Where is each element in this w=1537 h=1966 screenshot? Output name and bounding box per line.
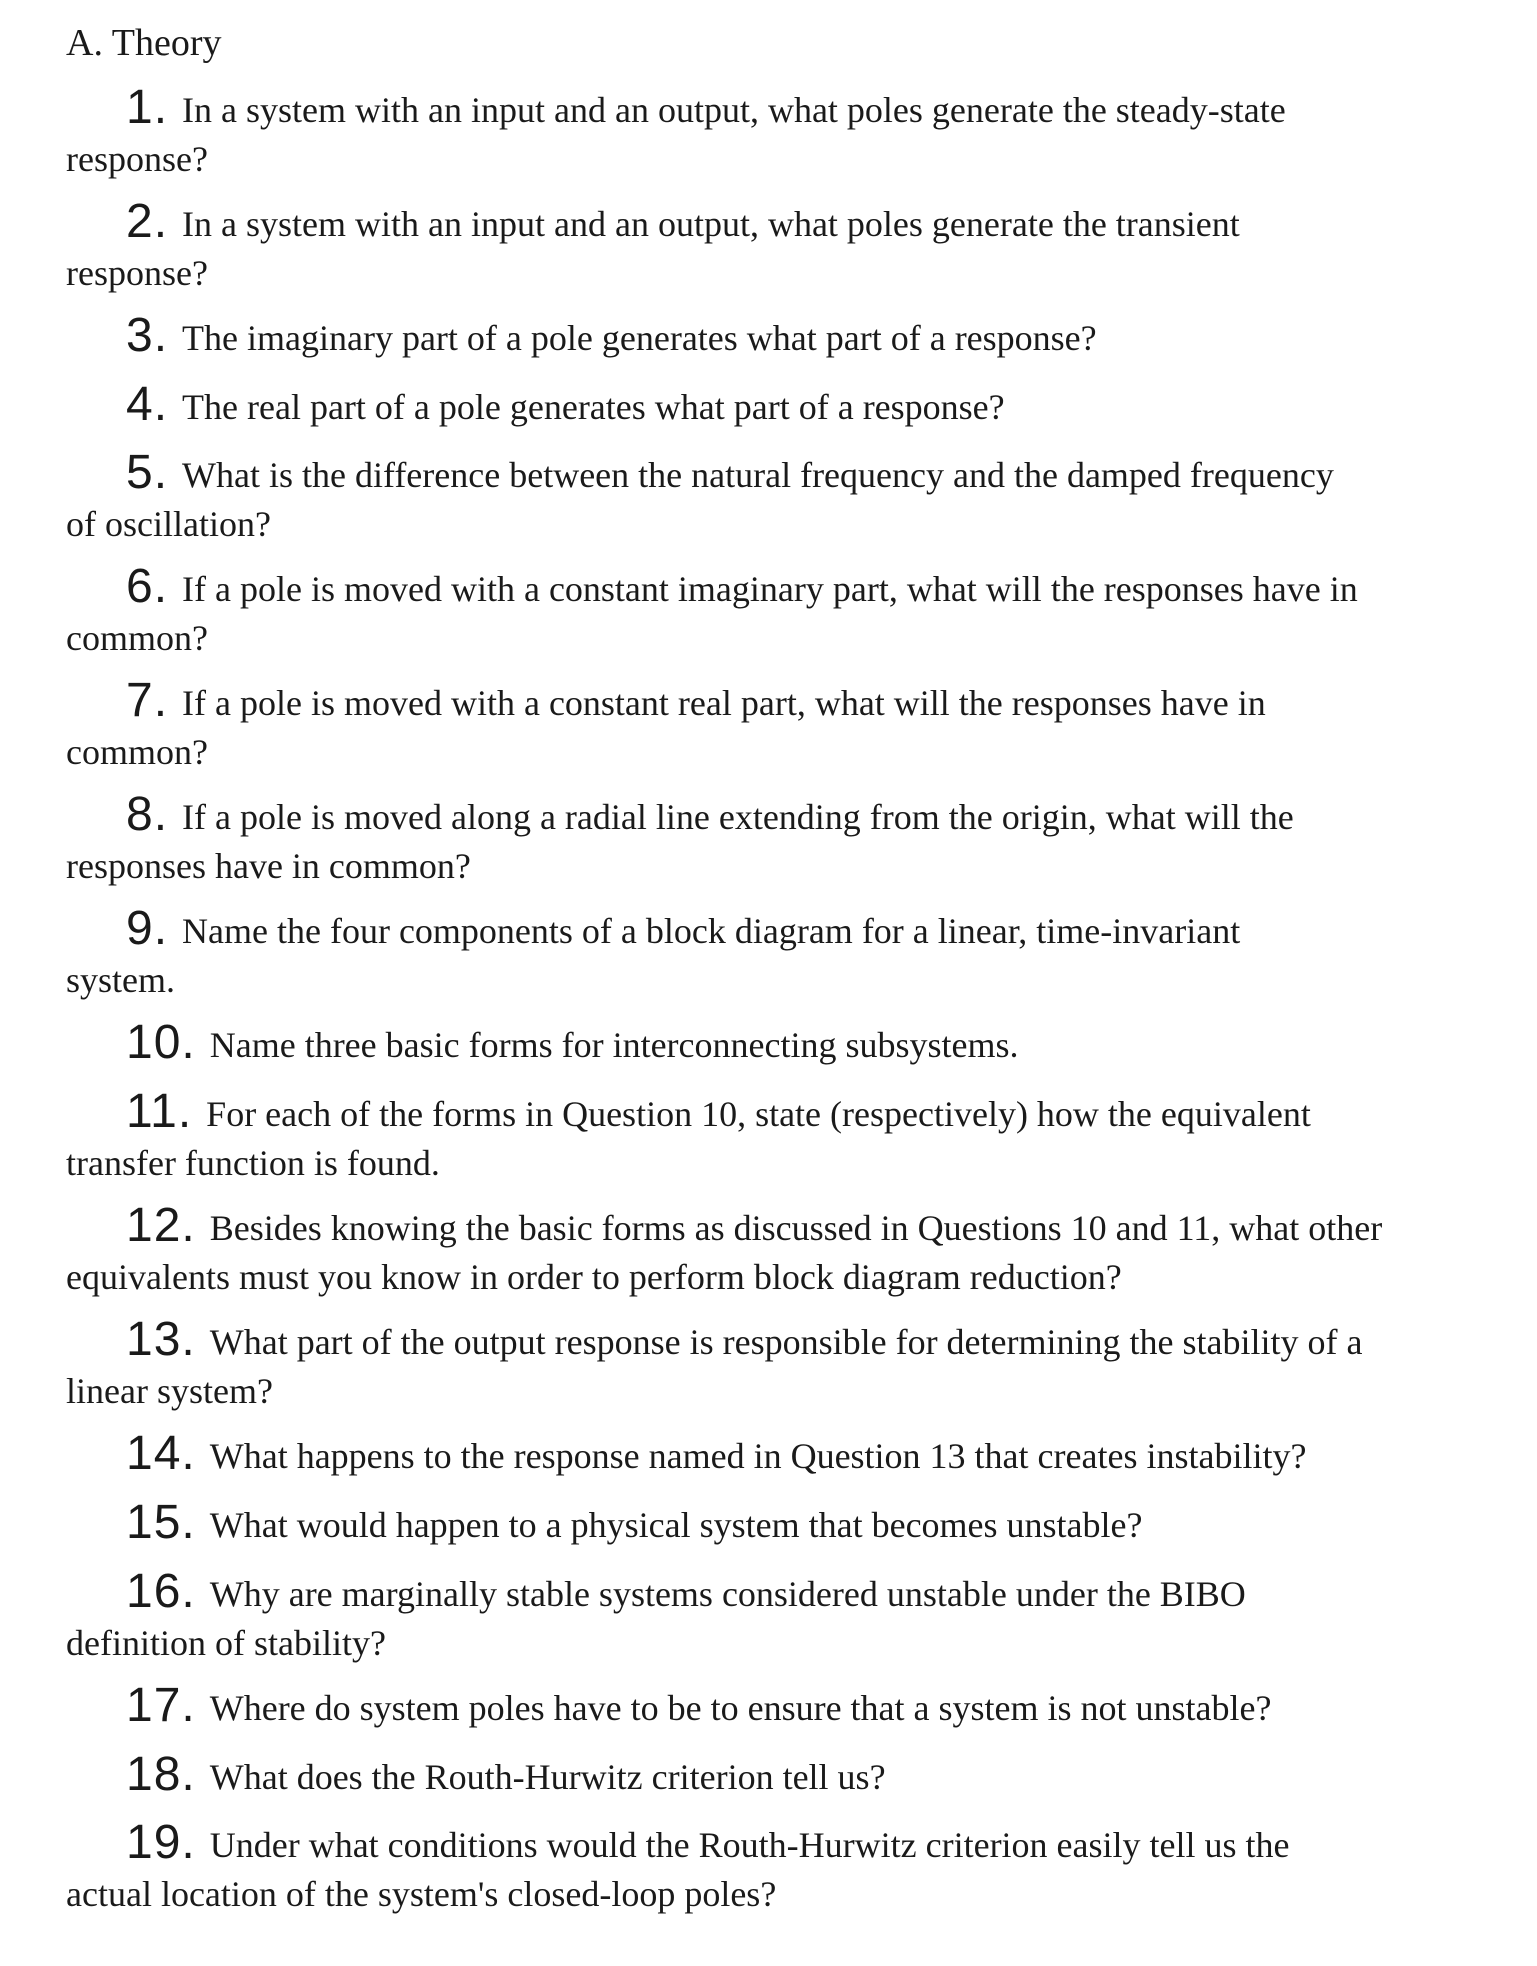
- question-19: [66, 1818, 1506, 1919]
- question-1: [66, 83, 1506, 184]
- question-text: If a pole is moved along a radial line extending from the origin, what will the: [182, 797, 1294, 837]
- question-text-continued: transfer function is found.: [66, 1143, 440, 1183]
- question-number: 12.: [126, 1199, 196, 1252]
- question-9: [66, 904, 1506, 1005]
- question-13: [66, 1315, 1506, 1416]
- question-text-continued: linear system?: [66, 1371, 273, 1411]
- question-number: 6.: [126, 560, 169, 613]
- question-12: [66, 1201, 1506, 1302]
- question-text: The real part of a pole generates what part of a response?: [182, 387, 1005, 427]
- question-number: 19.: [126, 1816, 196, 1869]
- question-5: [66, 448, 1506, 549]
- question-3: [66, 311, 1506, 363]
- question-text: What does the Routh-Hurwitz criterion tell us?: [209, 1757, 886, 1797]
- question-text: Under what conditions would the Routh-Hurwitz criterion easily tell us the: [209, 1825, 1290, 1865]
- question-number: 16.: [126, 1565, 196, 1618]
- question-text: Besides knowing the basic forms as discussed in Questions 10 and 11, what other: [209, 1208, 1383, 1248]
- question-6: [66, 562, 1506, 663]
- question-text-continued: response?: [66, 139, 208, 179]
- question-text: What is the difference between the natural frequency and the damped frequency: [182, 455, 1334, 495]
- question-number: 1.: [126, 81, 169, 134]
- question-number: 9.: [126, 902, 169, 955]
- question-text: Name three basic forms for interconnecting subsystems.: [209, 1025, 1019, 1065]
- question-text: For each of the forms in Question 10, state (respectively) how the equivalent: [206, 1094, 1311, 1134]
- question-text-continued: actual location of the system's closed-loop poles?: [66, 1874, 777, 1914]
- question-text: If a pole is moved with a constant real part, what will the responses have in: [182, 683, 1266, 723]
- question-17: [66, 1681, 1506, 1733]
- question-number: 13.: [126, 1313, 196, 1366]
- question-text: What would happen to a physical system that becomes unstable?: [209, 1505, 1143, 1545]
- question-text-continued: response?: [66, 253, 208, 293]
- question-text: In a system with an input and an output, what poles generate the transient: [182, 204, 1240, 244]
- question-number: 18.: [126, 1748, 196, 1801]
- question-text-continued: system.: [66, 960, 176, 1000]
- question-text: Where do system poles have to be to ensure that a system is not unstable?: [209, 1688, 1272, 1728]
- question-8: [66, 790, 1506, 891]
- question-4: [66, 380, 1506, 432]
- question-text-continued: responses have in common?: [66, 846, 471, 886]
- question-number: 17.: [126, 1679, 196, 1732]
- question-text: The imaginary part of a pole generates what part of a response?: [182, 318, 1097, 358]
- question-text: In a system with an input and an output, what poles generate the steady-state: [182, 90, 1286, 130]
- question-text-continued: definition of stability?: [66, 1623, 386, 1663]
- question-number: 5.: [126, 446, 169, 499]
- question-text: What happens to the response named in Question 13 that creates instability?: [209, 1436, 1307, 1476]
- question-text: If a pole is moved with a constant imaginary part, what will the responses have in: [182, 569, 1358, 609]
- question-11: [66, 1087, 1506, 1188]
- question-text-continued: common?: [66, 732, 208, 772]
- question-text-continued: common?: [66, 618, 208, 658]
- question-7: [66, 676, 1506, 777]
- question-number: 8.: [126, 788, 169, 841]
- question-number: 11.: [126, 1085, 193, 1138]
- question-text: What part of the output response is responsible for determining the stability of a: [209, 1322, 1363, 1362]
- question-number: 15.: [126, 1496, 196, 1549]
- question-number: 14.: [126, 1427, 196, 1480]
- question-2: [66, 197, 1506, 298]
- question-number: 3.: [126, 309, 169, 362]
- section-title: A. Theory: [66, 22, 222, 64]
- question-number: 7.: [126, 674, 169, 727]
- question-14: [66, 1429, 1506, 1481]
- question-15: [66, 1498, 1506, 1550]
- question-text: Name the four components of a block diagram for a linear, time-invariant: [182, 911, 1241, 951]
- question-number: 2.: [126, 195, 169, 248]
- question-text-continued: of oscillation?: [66, 504, 271, 544]
- question-16: [66, 1567, 1506, 1668]
- question-number: 4.: [126, 378, 169, 431]
- question-number: 10.: [126, 1016, 196, 1069]
- question-18: [66, 1750, 1506, 1802]
- question-text-continued: equivalents must you know in order to perform block diagram reduction?: [66, 1257, 1122, 1297]
- question-text: Why are marginally stable systems considered unstable under the BIBO: [209, 1574, 1246, 1614]
- question-10: [66, 1018, 1506, 1070]
